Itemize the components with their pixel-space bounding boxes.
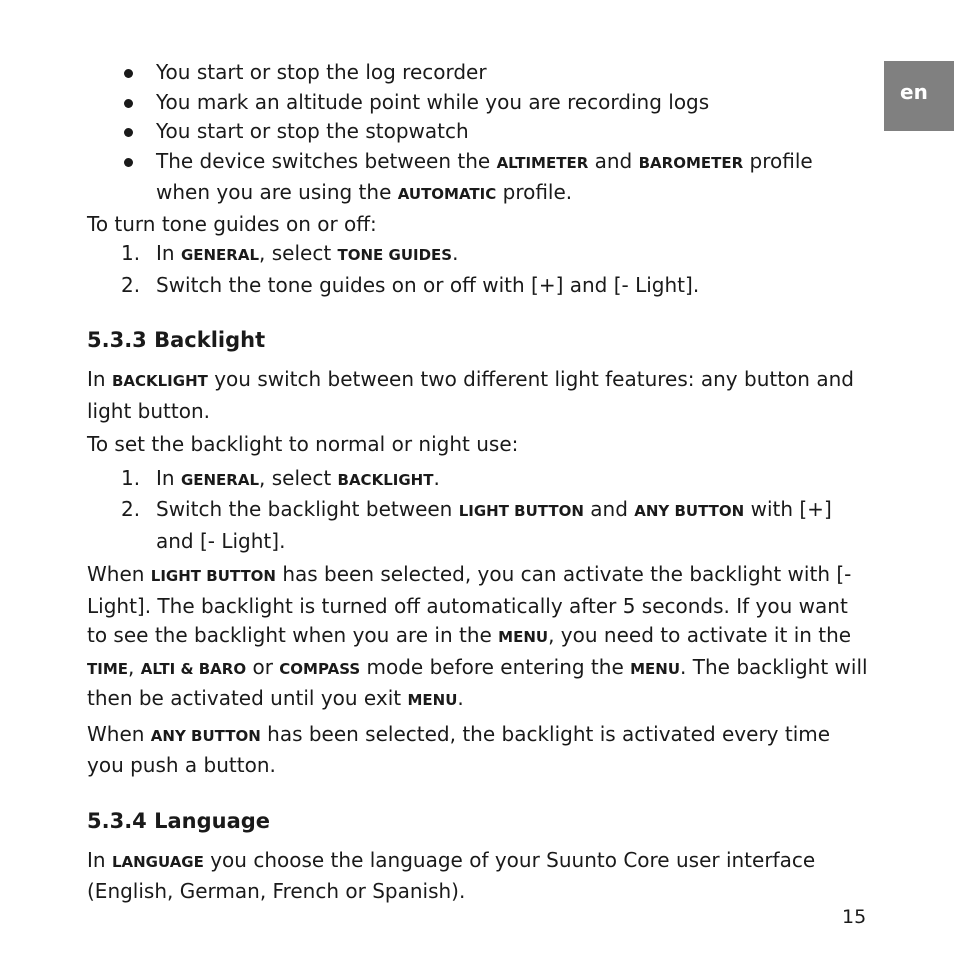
step-item: 1. In GENERAL, select TONE GUIDES. xyxy=(121,241,459,265)
step-item: 2. Switch the tone guides on or off with [+] and [- Light]. xyxy=(121,272,700,297)
page-number: 15 xyxy=(842,906,867,928)
step-item: 1. In GENERAL, select BACKLIGHT. xyxy=(121,465,440,490)
page-content xyxy=(87,58,872,907)
term-altimeter: ALTIMETER xyxy=(496,153,589,172)
bullet-item: You start or stop the stopwatch xyxy=(87,117,872,147)
section-heading-language: 5.3.4 Language xyxy=(87,808,271,833)
language-tab xyxy=(884,61,954,131)
backlight-paragraph-1: In BACKLIGHT you switch between two different light features: any button and light button. xyxy=(87,367,854,423)
intro-bullet-list xyxy=(87,58,872,210)
term-automatic: AUTOMATIC xyxy=(397,185,497,203)
bullet-item: You start or stop the log recorder xyxy=(87,58,872,88)
backlight-paragraph-3: When ANY BUTTON has been selected, the backlight is activated every time you push a button. xyxy=(87,721,831,777)
bullet-item: You mark an altitude point while you are recording logs xyxy=(87,88,872,118)
tone-steps xyxy=(87,239,872,300)
tone-intro: To turn tone guides on or off: xyxy=(87,211,377,236)
language-tab-label: en xyxy=(900,80,928,104)
backlight-paragraph-2: When LIGHT BUTTON has been selected, you can activate the backlight with [-Light]. The backlight is turned off automatically after 5 seconds. If you want to see the backlight when you are in the MENU, you need to activate it in the TIME, ALTI & BARO or COMPASS mode before entering the MENU. The backlight will then be activated until you exit MENU. xyxy=(87,562,868,710)
language-paragraph: In LANGUAGE you choose the language of your Suunto Core user interface (English, German, French or Spanish). xyxy=(87,847,816,903)
bullet-item: The device switches between the ALTIMETER and BAROMETER profile when you are using the AUTOMATIC profile. xyxy=(87,147,872,210)
backlight-intro: To set the backlight to normal or night use: xyxy=(87,432,519,456)
term-barometer: BAROMETER xyxy=(638,153,744,172)
section-heading-backlight: 5.3.3 Backlight xyxy=(87,328,266,352)
step-item: 2. Switch the backlight between LIGHT BUTTON and ANY BUTTON with [+] and [- Light]. xyxy=(121,497,832,553)
backlight-steps xyxy=(87,464,872,557)
